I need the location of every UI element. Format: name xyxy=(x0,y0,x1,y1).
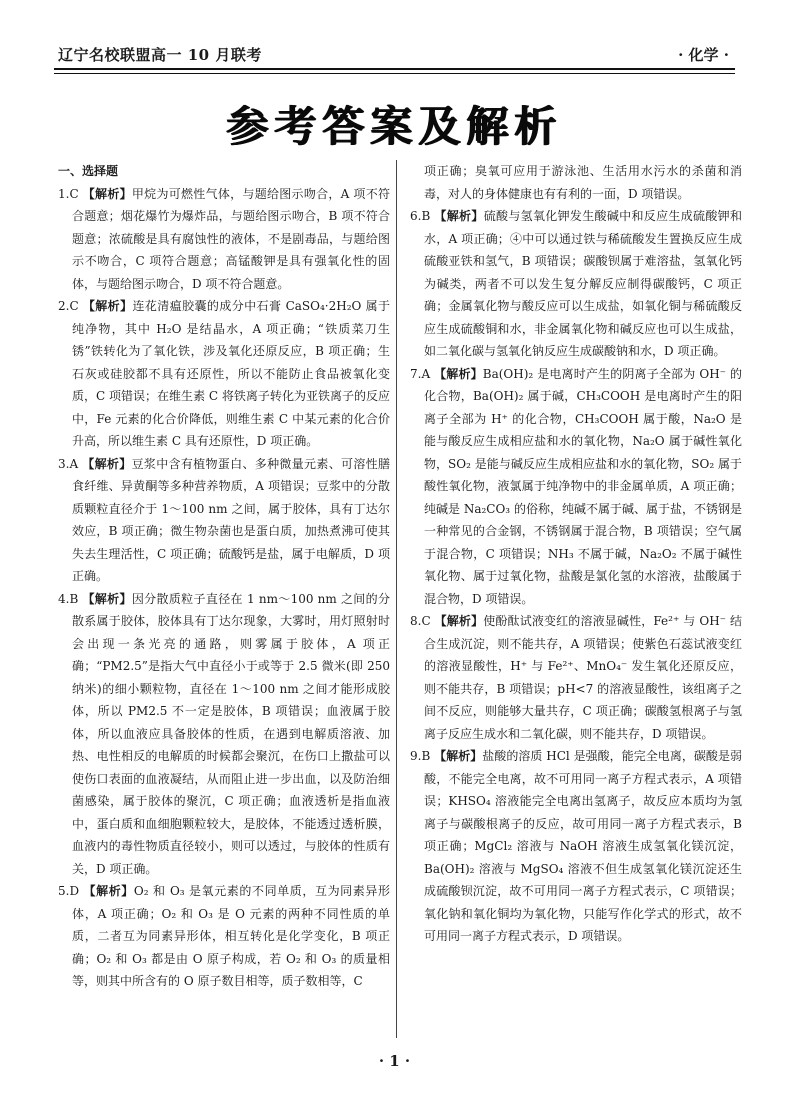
item-text: 因分散质粒子直径在 1 nm～100 nm 之间的分散系属于胶体，胶体具有丁达尔现象，大雾时，用灯照射时会出现一条光亮的通路，则雾属于胶体，A 项正确；“PM2.5”是指大气中直径小于或等于 2.5 微米(即 250 纳米)的细小颗粒物，直径在 1～100 nm 之间才能形成胶体，所以 PM2.5 不一定是胶体，B 项错误；血液属于胶体，所以血液应具备胶体的性质，在遇到电解质溶液、加热、电性相反的电解质的时候都会聚沉，在伤口上撒盐可以使伤口表面的血液凝结，从而阻止进一步出血，以及防治细菌感染，属于胶体的聚沉，C 项正确；血液透析是指血液中，蛋白质和血细胞颗粒较大，是胶体，不能透过透析膜，血液内的毒性物质直径较小，则可以透过，与胶体的性质有关，D 项正确。 xyxy=(72,591,390,876)
analysis-tag: 【解析】 xyxy=(82,299,133,313)
analysis-tag: 【解析】 xyxy=(434,209,484,223)
header-subject: · 化学 · xyxy=(678,46,729,64)
column-divider xyxy=(396,160,397,1038)
section-heading: 一、选择题 xyxy=(58,164,119,178)
item-text: 盐酸的溶质 HCl 是强酸，能完全电离，碳酸是弱酸，不能完全电离，故不可用同一离子方程式表示，A 项错误；KHSO₄ 溶液能完全电离出氢离子，故反应本质均为氢离子与碳酸根离子的反应，故可用同一离子方程式表示，B 项正确；MgCl₂ 溶液与 NaOH 溶液生成氢氧化镁沉淀，Ba(OH)₂ 溶液与 MgSO₄ 溶液不但生成氢氧化镁沉淀还生成硫酸钡沉淀，故不可用同一离子方程式表示，C 项错误；氧化钠和氧化铜均为氧化物，只能写作化学式的形式，故不可用同一离子方程式表示，D 项错误。 xyxy=(424,749,742,943)
page-number: · 1 · xyxy=(378,1052,411,1070)
analysis-tag: 【解析】 xyxy=(82,456,132,471)
item-answer: C xyxy=(421,614,431,628)
item-answer: B xyxy=(421,749,431,763)
answer-item xyxy=(58,453,390,588)
answer-item xyxy=(58,588,390,881)
item-number: 1. xyxy=(58,186,70,201)
item-text: 使酚酞试液变红的溶液显碱性，Fe²⁺ 与 OH⁻ 结合生成沉淀，则不能共存，A 项错误；使紫色石蕊试液变红的溶液显酸性，H⁺ 与 Fe²⁺、MnO₄⁻ 发生氧化还原反应，则不能共存，B 项错误；pH<7 的溶液显酸性，该组离子之间不反应，则能够大量共存，C 项正确；碳酸氢根离子与氢离子反应生成水和二氧化碳，则不能共存，D 项错误。 xyxy=(424,614,742,741)
continued-text: 项正确；臭氧可应用于游泳池、生活用水污水的杀菌和消毒，对人的身体健康也有有利的一面，D 项错误。 xyxy=(424,164,742,201)
item-text: 硫酸与氢氧化钾发生酸碱中和反应生成硫酸钾和水，A 项正确；④中可以通过铁与稀硫酸发生置换反应生成硫酸亚铁和氢气，B 项错误；碳酸钡属于难溶盐，氢氧化钙为碱类，两者不可以发生复分解反应制得碳酸钙，C 项正确；金属氧化物与酸反应可以生成盐，如氧化铜与稀硫酸反应生成硫酸铜和水，非金属氧化物和碱反应也可以生成盐，如二氧化碳与氢氧化钠反应生成碳酸钠和水，D 项正确。 xyxy=(424,209,742,358)
header-exam-name: 辽宁名校联盟高一 10 月联考 xyxy=(58,46,262,64)
answer-item xyxy=(410,205,742,363)
answer-item xyxy=(410,610,742,745)
item-answer: C xyxy=(69,299,79,313)
item-answer: A xyxy=(421,366,431,381)
item-answer: D xyxy=(69,884,80,898)
item-number: 7. xyxy=(410,366,422,381)
answer-item xyxy=(58,880,390,993)
item-number: 5. xyxy=(58,884,70,898)
answer-item xyxy=(58,295,390,453)
analysis-tag: 【解析】 xyxy=(82,591,132,606)
item-answer: B xyxy=(69,591,79,606)
item-text: O₂ 和 O₃ 是氧元素的不同单质，互为同素异形体，A 项正确；O₂ 和 O₃ 是 O 元素的两种不同性质的单质，二者互为同素异形体，相互转化是化学变化，B 项正确；O₂ 和 O₃ 都是由 O 原子构成，若 O₂ 和 O₃ 的质量相等，则其中所含有的 O 原子数目相等，质子数相等，C xyxy=(72,884,390,988)
page-title: 参考答案及解析 xyxy=(226,102,563,151)
item-number: 4. xyxy=(58,591,70,606)
item-number: 8. xyxy=(410,614,422,628)
answer-item xyxy=(58,183,390,296)
item-text: 连花清瘟胶囊的成分中石膏 CaSO₄·2H₂O 属于纯净物，其中 H₂O 是结晶水，A 项正确；“铁质菜刀生锈”铁转化为了氧化铁，涉及氧化还原反应，B 项正确；生石灰或硅胶都不具有还原性，所以不能防止食品被氧化变质，C 项错误；在维生素 C 将铁离子转化为亚铁离子的反应中，Fe 元素的化合价降低，则维生素 C 中某元素的化合价升高，所以维生素 C 具有还原性，D 项正确。 xyxy=(72,299,390,448)
item-answer: C xyxy=(69,186,79,201)
item-number: 3. xyxy=(58,456,70,471)
analysis-tag: 【解析】 xyxy=(82,186,132,201)
item-text: Ba(OH)₂ 是电离时产生的阴离子全部为 OH⁻ 的化合物，Ba(OH)₂ 属于碱，CH₃COOH 是电离时产生的阳离子全部为 H⁺ 的化合物，CH₃COOH 属于酸，Na₂O 是能与酸反应生成相应盐和水的氧化物，Na₂O 属于碱性氧化物，SO₂ 是能与碱反应生成相应盐和水的氧化物，SO₂ 属于酸性氧化物，液氯属于纯净物中的非金属单质，A 项正确；纯碱是 Na₂CO₃ 的俗称，纯碱不属于碱、属于盐，不锈钢是一种常见的合金钢，不锈钢属于混合物，B 项错误；空气属于混合物，C 项错误；NH₃ 不属于碱，Na₂O₂ 不属于碱性氧化物、属于过氧化物，盐酸是氯化氢的水溶液，盐酸属于混合物，D 项错误。 xyxy=(424,366,742,606)
item-number: 2. xyxy=(58,299,70,313)
left-column xyxy=(58,160,390,993)
item-answer: A xyxy=(69,456,79,471)
item-text: 豆浆中含有植物蛋白、多种微量元素、可溶性膳食纤维、异黄酮等多种营养物质，A 项错误；豆浆中的分散质颗粒直径介于 1～100 nm 之间，属于胶体，具有丁达尔效应，B 项正确；微生物杂菌也是蛋白质，加热煮沸可使其失去生理活性，C 项正确；硫酸钙是盐，属于电解质，D 项正确。 xyxy=(72,456,390,583)
analysis-tag: 【解析】 xyxy=(83,884,134,898)
answer-item xyxy=(410,363,742,611)
item-number: 9. xyxy=(410,749,422,763)
item-text: 甲烷为可燃性气体，与题给图示吻合，A 项不符合题意；烟花爆竹为爆炸品，与题给图示吻合，B 项不符合题意；浓硫酸是具有腐蚀性的液体，不是剧毒品，与题给图示不吻合，C 项符合题意；高锰酸钾是具有强氧化性的固体，与题给图示吻合，D 项不符合题意。 xyxy=(72,186,390,291)
analysis-tag: 【解析】 xyxy=(434,614,484,628)
analysis-tag: 【解析】 xyxy=(434,366,483,381)
header-rule-thick xyxy=(54,68,735,70)
answer-item xyxy=(410,745,742,948)
analysis-tag: 【解析】 xyxy=(434,749,483,763)
right-column xyxy=(410,160,742,948)
header-rule-thin xyxy=(54,73,735,74)
item-answer: B xyxy=(421,209,431,223)
item-number: 6. xyxy=(410,209,422,223)
